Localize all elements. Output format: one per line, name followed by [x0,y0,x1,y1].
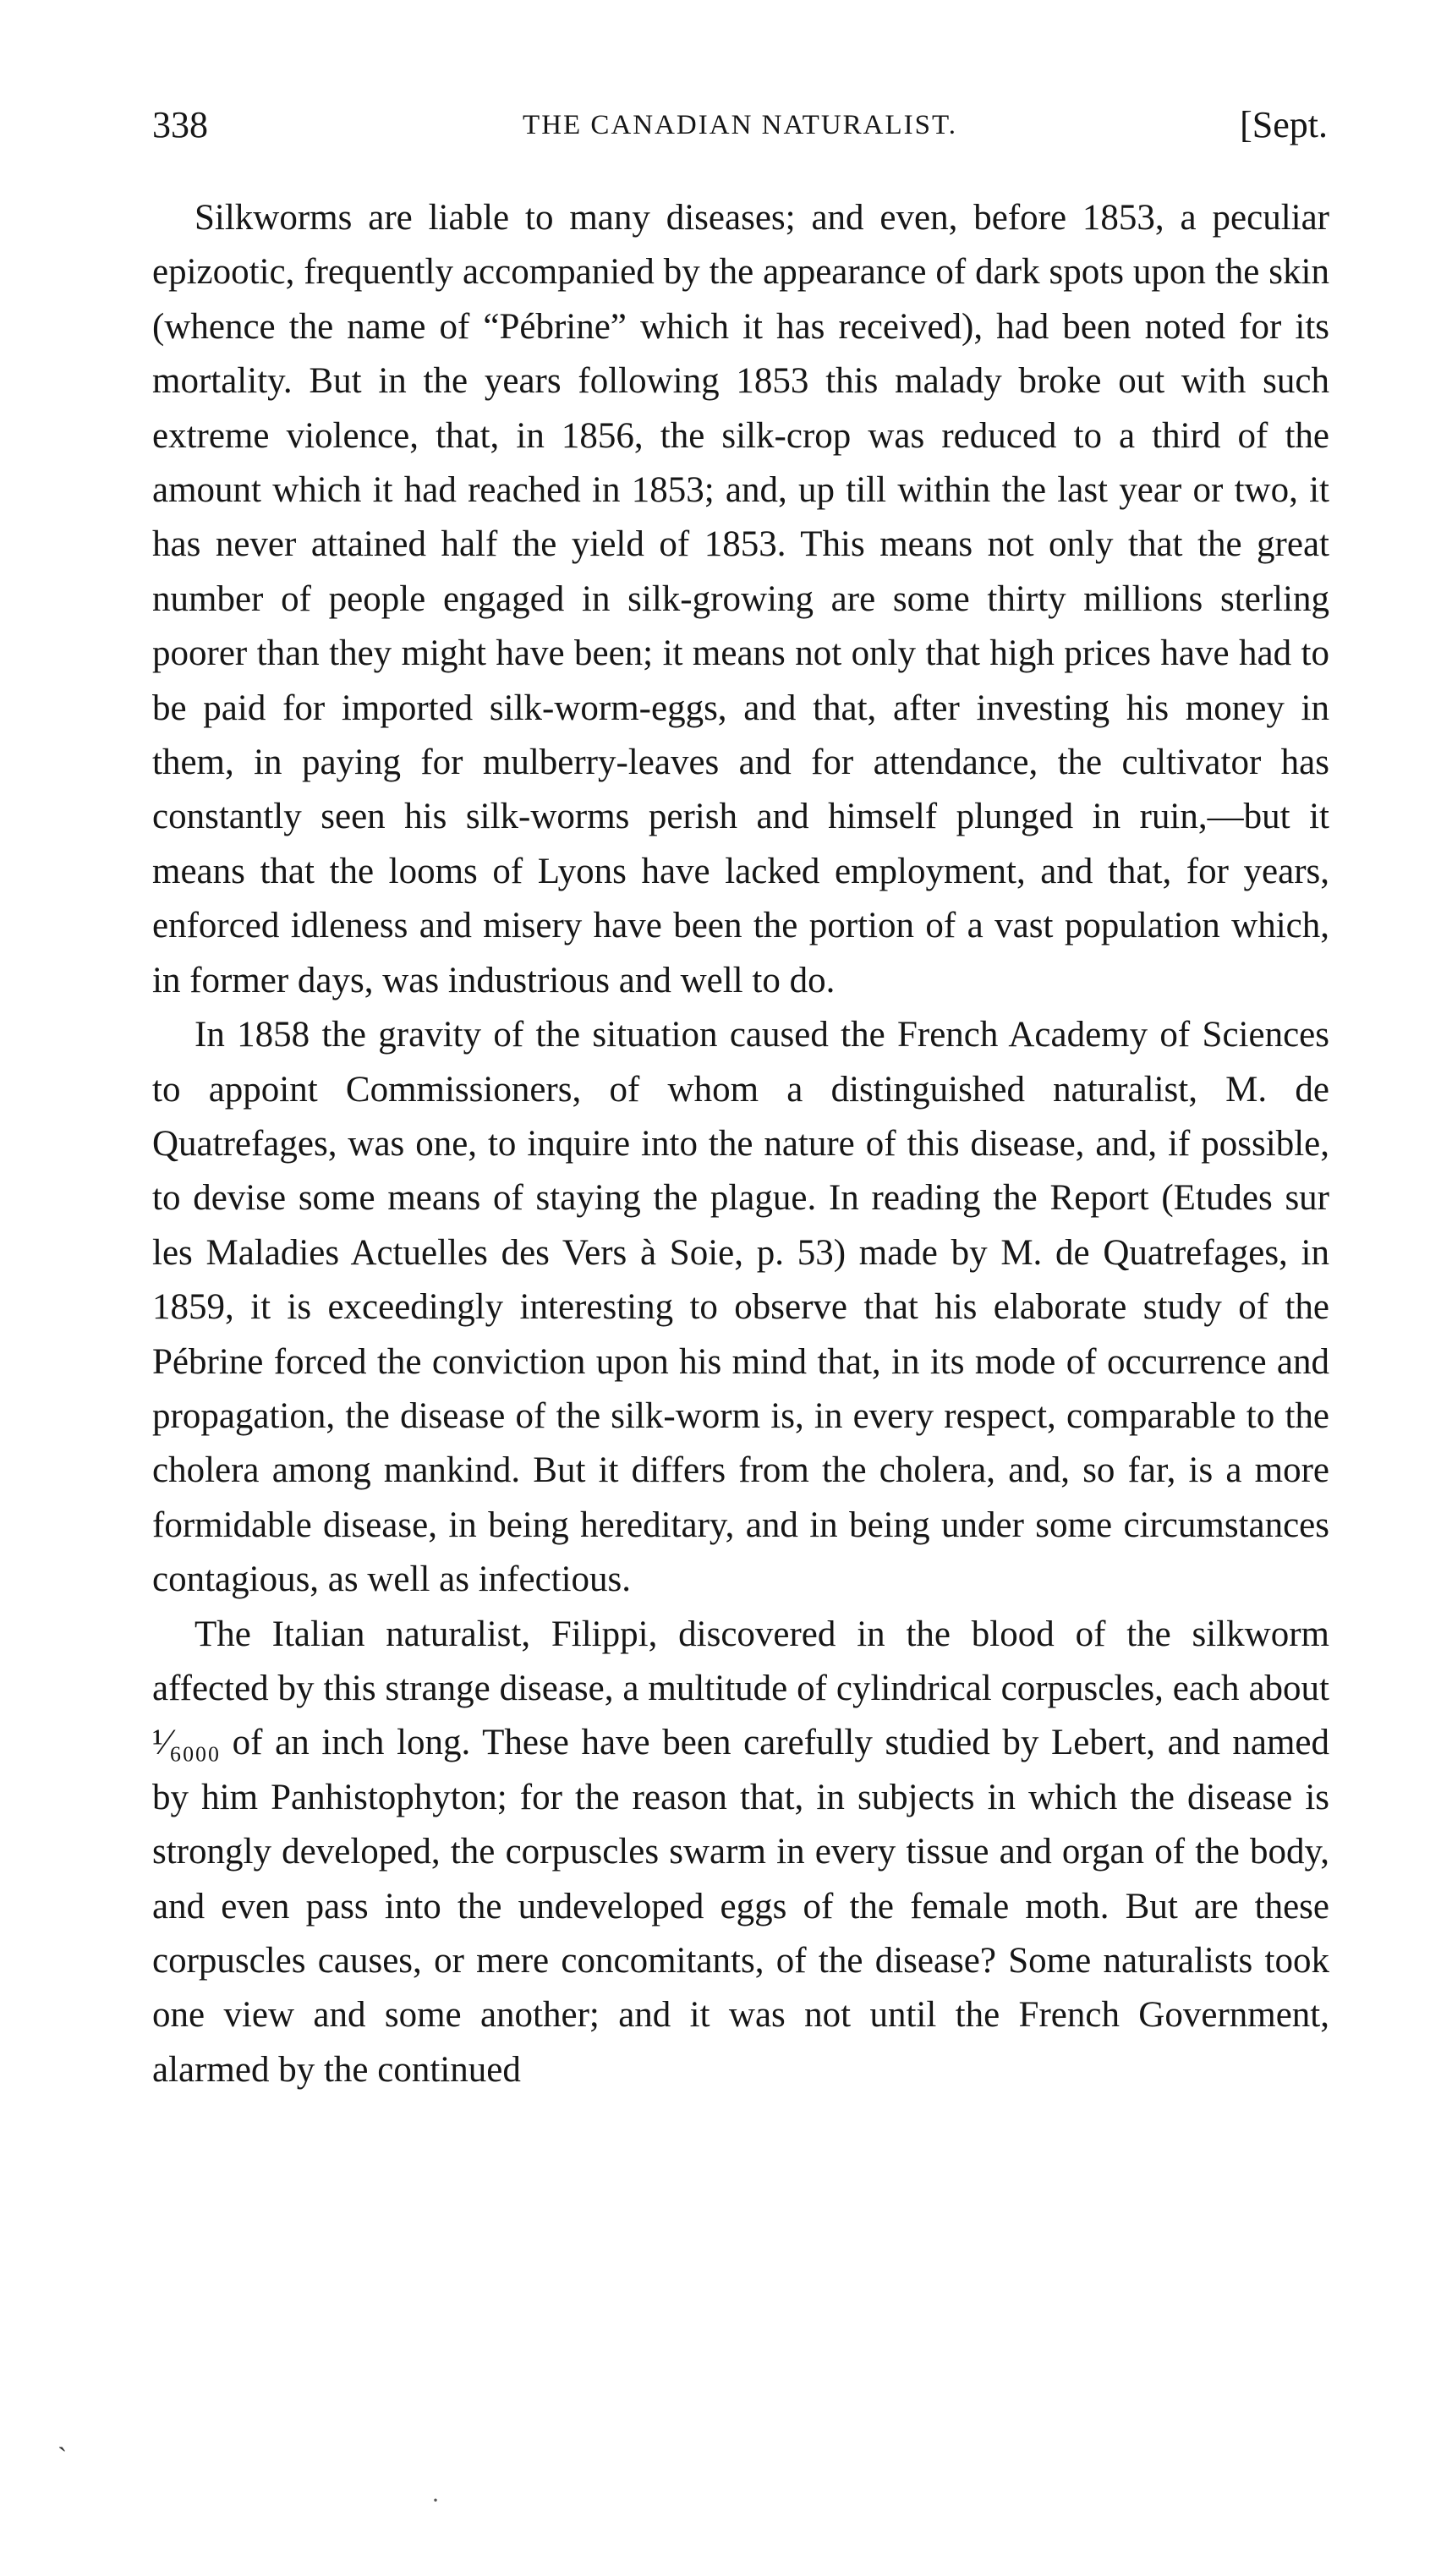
paragraph-3: The Italian naturalist, Filippi, discovered in the blood of the silkworm affected by this strange disease, a multitude of cylindrical corpuscles, each about ¹⁄₆₀₀₀ of an inch long. These have been carefully studied by Lebert, and named by him Panhistophyton; for the reason that, in subjects in which the disease is strongly developed, the corpuscles swarm in every tissue and organ of the body, and even pass into the undeveloped eggs of the female moth. But are these corpuscles causes, or mere concomitants, of the disease? Some naturalists took one view and some another; and it was not until the French Government, alarmed by the continued [152,1614,1329,2090]
paragraph-2: In 1858 the gravity of the situation caused the French Academy of Sciences to appoint Commissioners, of whom a distinguished naturalist, M. de Quatrefages, was one, to inquire into the nature of this disease, and, if possible, to devise some means of staying the plague. In reading the Report (Etudes sur les Maladies Actuelles des Vers à Soie, p. 53) made by M. de Quatrefages, in 1859, it is exceedingly interesting to observe that his elaborate study of the Pébrine forced the conviction upon his mind that, in its mode of occurrence and propagation, the disease of the silk-worm is, in every respect, comparable to the cholera among mankind. But it differs from the cholera, and, so far, is a more formidable disease, in being hereditary, and in being under some circumstances contagious, as well as infectious. [152,1015,1329,1600]
running-head [152,100,1328,151]
stray-dot-mark: · [431,2486,440,2514]
journal-title: THE CANADIAN NATURALIST. [523,110,957,140]
body-text [152,191,1329,2097]
page-number: 338 [152,104,208,145]
paragraph-1: Silkworms are liable to many diseases; and even, before 1853, a peculiar epizootic, frequently accompanied by the appearance of dark spots upon the skin (whence the name of “Pébrine” which it has received), had been noted for its mortality. But in the years following 1853 this malady broke out with such extreme violence, that, in 1856, the silk-crop was reduced to a third of the amount which it had reached in 1853; and, up till within the last year or two, it has never attained half the yield of 1853. This means not only that the great number of people engaged in silk-growing are some thirty millions sterling poorer than they might have been; it means not only that high prices have had to be paid for imported silk-worm-eggs, and that, after investing his money in them, in paying for mulberry-leaves and for attendance, the cultivator has constantly seen his silk-worms perish and himself plunged in ruin,—but it means that the looms of Lyons have lacked employment, and that, for years, enforced idleness and misery have been the portion of a vast population which, in former days, was industrious and well to do. [152,198,1329,1000]
issue-month: [Sept. [1240,104,1328,145]
margin-tick-mark: ˏ [58,2420,68,2452]
